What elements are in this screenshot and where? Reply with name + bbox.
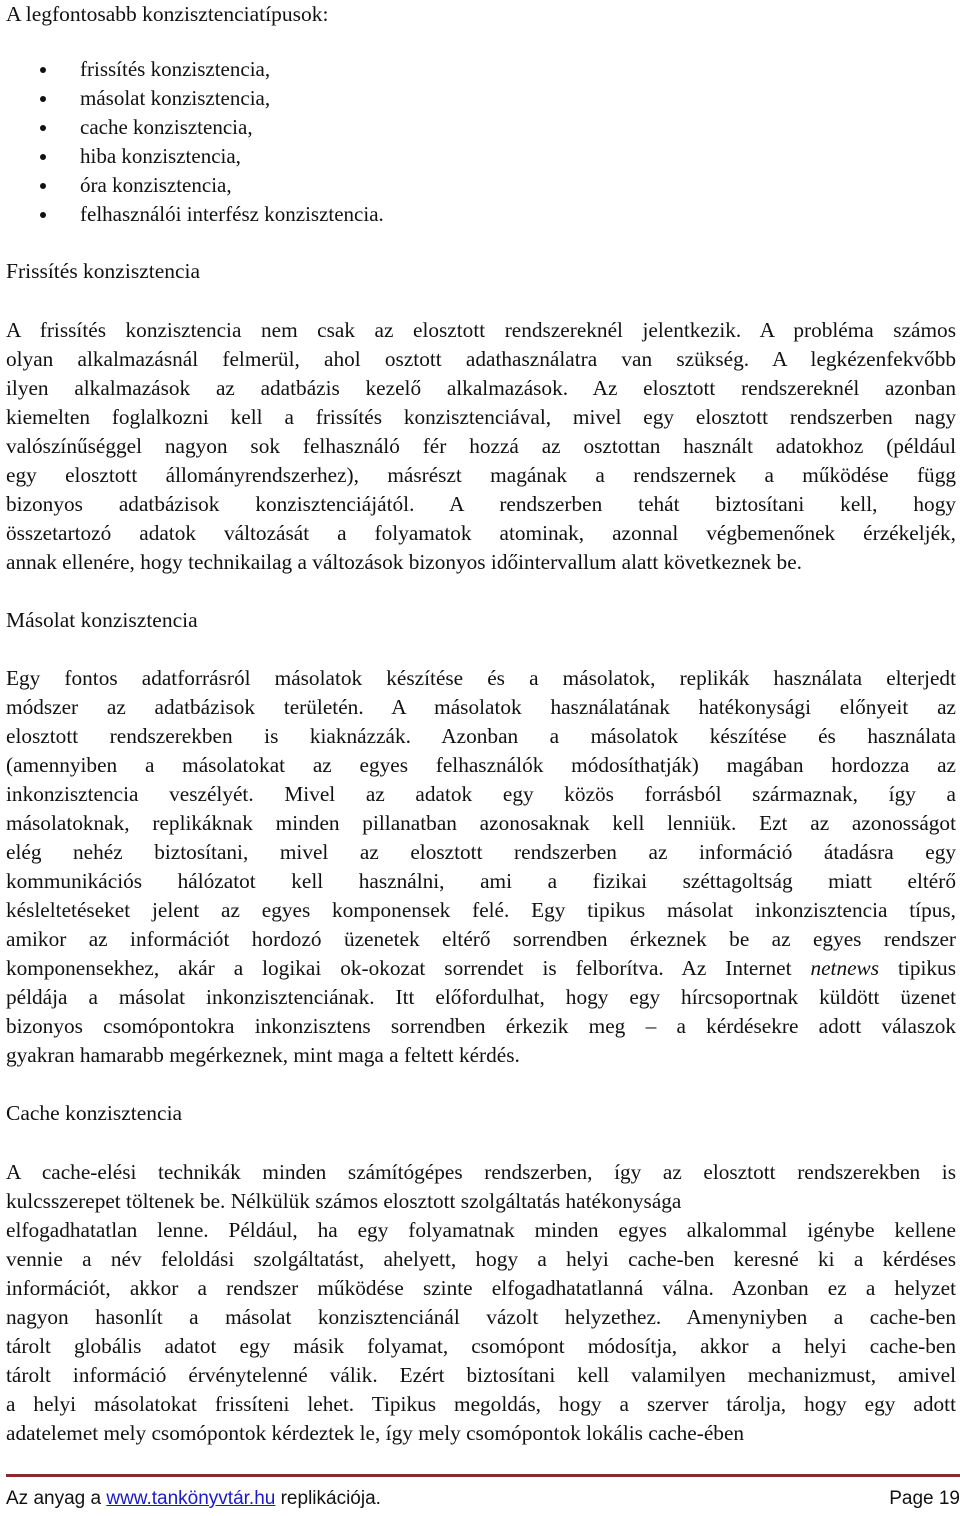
paragraph-cache: [6, 1158, 956, 1448]
text-line: nagyon hasonlít a másolat konzisztenciánál vázolt helyzethez. Amenyniyben a cache-ben: [6, 1305, 956, 1329]
text-line: elfogadhatatlan lenne. Például, ha egy folyamatnak minden egyes alkalommal igénybe kellene: [6, 1218, 956, 1242]
footer-source: Az anyag a www.tankönyvtár.hu replikációja.: [6, 1488, 381, 1509]
section-heading-masolat: Másolat konzisztencia: [6, 608, 198, 632]
bullet-icon: [40, 125, 46, 131]
list-item: cache konzisztencia,: [6, 113, 384, 142]
bullet-icon: [40, 183, 46, 189]
text-line: információt, akkor a rendszer működése szinte elfogadhatatlanná válna. Azonban ez a helyzet: [6, 1276, 956, 1300]
text-line: annak ellenére, hogy technikailag a változások bizonyos időintervallum alatt következnek be.: [6, 550, 802, 574]
paragraph-masolat: [6, 664, 956, 1070]
text-line: komponensekhez, akár a logikai ok-okozat sorrendet is felborítva. Az Internet netnews tipikus: [6, 956, 956, 980]
page-number: Page 19: [889, 1488, 960, 1509]
text-line: kommunikációs hálózatot kell használni, ami a fizikai széttagoltság miatt eltérő: [6, 869, 956, 893]
text-line: bizonyos csomópontokra inkonzisztens sorrendben érkezik meg – a kérdésekre adott válaszok: [6, 1014, 956, 1038]
text-line: amikor az információt hordozó üzenetek eltérő sorrendben érkeznek be az egyes rendszer: [6, 927, 956, 951]
paragraph-frissites: [6, 316, 956, 577]
consistency-types-list: [6, 55, 384, 229]
bullet-icon: [40, 212, 46, 218]
text-line: egy elosztott állományrendszerhez), másrészt magának a rendszernek a működése függ: [6, 463, 956, 487]
text-line: módszer az adatbázisok területén. A másolatok használatának hatékonysági előnyeit az: [6, 695, 956, 719]
list-item: másolat konzisztencia,: [6, 84, 384, 113]
text-line: gyakran hamarabb megérkeznek, mint maga a feltett kérdés.: [6, 1043, 520, 1067]
text-line: ilyen alkalmazások az adatbázis kezelő alkalmazások. Az elosztott rendszereknél azonban: [6, 376, 956, 400]
text-line: inkonzisztencia veszélyét. Mivel az adatok egy közös forrásból származnak, így a: [6, 782, 956, 806]
text-line: olyan alkalmazásnál felmerül, ahol osztott adathasználatra van szükség. A legkézenfekvőbb: [6, 347, 956, 371]
text-line: tárolt globális adatot egy másik folyamat, csomópont módosítja, akkor a helyi cache-ben: [6, 1334, 956, 1358]
text-line: A cache-elési technikák minden számítógépes rendszerben, így az elosztott rendszerekben is: [6, 1160, 956, 1184]
text-line: a helyi másolatokat frissíteni lehet. Tipikus megoldás, hogy a szerver tárolja, hogy egy adott: [6, 1392, 956, 1416]
text-line: vennie a név feloldási szolgáltatást, ahelyett, hogy a helyi cache-ben keresné ki a kérdéses: [6, 1247, 956, 1271]
section-heading-frissites: Frissítés konzisztencia: [6, 259, 201, 283]
text-line: kiemelten foglalkozni kell a frissítés konzisztenciával, mivel egy elosztott rendszerben nagy: [6, 405, 956, 429]
intro-title: A legfontosabb konzisztenciatípusok:: [6, 2, 329, 26]
list-item: óra konzisztencia,: [6, 171, 384, 200]
text-line: elég nehéz biztosítani, mivel az elosztott rendszerben az információ átadásra egy: [6, 840, 956, 864]
text-line: adatelemet mely csomópontok kérdeztek le, így mely csomópontok lokális cache-ében: [6, 1421, 745, 1445]
list-item: felhasználói interfész konzisztencia.: [6, 200, 384, 229]
netnews-term: netnews: [810, 956, 880, 980]
source-link[interactable]: www.tankönyvtár.hu: [106, 1488, 276, 1509]
text-line: példája a másolat inkonzisztenciának. Itt előfordulhat, hogy egy hírcsoportnak küldött üzenet: [6, 985, 956, 1009]
text-line: A frissítés konzisztencia nem csak az elosztott rendszereknél jelentkezik. A probléma számos: [6, 318, 956, 342]
text-line: elosztott rendszerekben is kiaknázzák. Azonban a másolatok készítése és használata: [6, 724, 956, 748]
text-line: bizonyos adatbázisok konzisztenciájától. A rendszerben tehát biztosítani kell, hogy: [6, 492, 956, 516]
text-line: másolatoknak, replikáknak minden pillanatban azonosaknak kell lenniük. Ezt az azonosságot: [6, 811, 956, 835]
bullet-icon: [40, 96, 46, 102]
text-line: összetartozó adatok változását a folyamatok atominak, azonnal végbemenőnek érzékeljék,: [6, 521, 956, 545]
list-item: hiba konzisztencia,: [6, 142, 384, 171]
footer-divider: [6, 1474, 960, 1477]
text-line: valószínűséggel nagyon sok felhasználó fér hozzá az osztottan használt adatokhoz (például: [6, 434, 956, 458]
text-line: (amennyiben a másolatokat az egyes felhasználók módosíthatják) magában hordozza az: [6, 753, 956, 777]
section-heading-cache: Cache konzisztencia: [6, 1101, 183, 1125]
bullet-icon: [40, 67, 46, 73]
text-line: kulcsszerepet töltenek be. Nélkülük számos elosztott szolgáltatás hatékonysága: [6, 1189, 682, 1213]
text-line: Egy fontos adatforrásról másolatok készítése és a másolatok, replikák használata elterjedt: [6, 666, 956, 690]
bullet-icon: [40, 154, 46, 160]
text-line: tárolt információ érvénytelenné válik. Ezért biztosítani kell valamilyen mechanizmust, amivel: [6, 1363, 956, 1387]
text-line: késleltetéseket jelent az egyes komponensek felé. Egy tipikus másolat inkonzisztencia típus,: [6, 898, 956, 922]
list-item: frissítés konzisztencia,: [6, 55, 384, 84]
